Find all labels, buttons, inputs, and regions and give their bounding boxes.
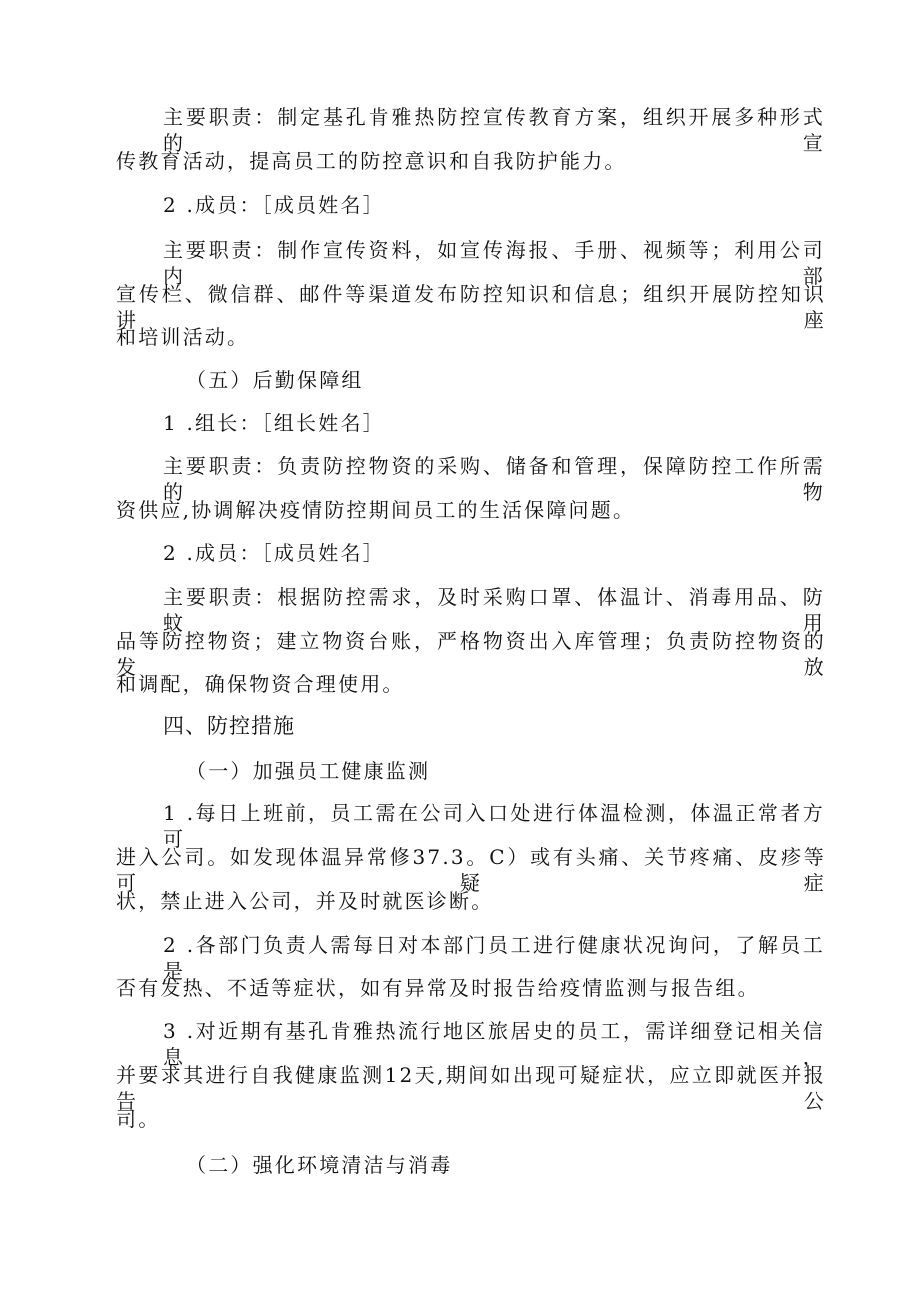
list-item: 3 .对近期有基孔肯雅热流行地区旅居史的员工，需详细登记相关信息， [163,1019,825,1069]
paragraph-line: 品等防控物资；建立物资台账，严格物资出入库管理；负责防控物资的发放 [116,629,826,679]
subsection-heading: （五）后勤保障组 [186,368,364,392]
paragraph-line: 否有发热、不适等症状，如有异常及时报告给疫情监测与报告组。 [116,976,760,1000]
subsection-heading: （一）加强员工健康监测 [186,759,431,783]
list-item-leader: 1 .组长：［组长姓名］ [163,411,385,435]
paragraph-line: 进入公司。如发现体温异常修37.3。C）或有头痛、关节疼痛、皮疹等可疑症 [116,845,826,895]
paragraph-line: 和调配，确保物资合理使用。 [116,672,405,696]
list-item: 2 .各部门负责人需每日对本部门员工进行健康状况询问，了解员工是 [163,933,825,983]
paragraph-line: 司。 [116,1107,161,1131]
paragraph-line: 主要职责：制定基孔肯雅热防控宣传教育方案，组织开展多种形式的宣 [163,105,825,155]
paragraph-line: 主要职责：根据防控需求，及时采购口罩、体温计、消毒用品、防蚊用 [163,585,825,635]
paragraph-line: 主要职责：制作宣传资料，如宣传海报、手册、视频等；利用公司内部 [163,238,825,288]
paragraph-line: 和培训活动。 [116,325,250,349]
subsection-heading: （二）强化环境清洁与消毒 [186,1153,453,1177]
paragraph-line: 并要求其进行自我健康监测12天,期间如出现可疑症状，应立即就医并报告公 [116,1063,826,1113]
list-item: 1 .每日上班前，员工需在公司入口处进行体温检测，体温正常者方可 [163,801,825,851]
paragraph-line: 宣传栏、微信群、邮件等渠道发布防控知识和信息；组织开展防控知识讲座 [116,282,826,332]
list-item-member: 2 .成员：［成员姓名］ [163,541,385,565]
section-heading: 四、防控措施 [163,714,295,738]
paragraph-line: 状，禁止进入公司，并及时就医诊断。 [116,889,494,913]
paragraph-line: 传教育活动，提高员工的防控意识和自我防护能力。 [116,149,627,173]
list-item-member: 2 .成员：［成员姓名］ [163,193,385,217]
paragraph-line: 资供应,协调解决疫情防控期间员工的生活保障问题。 [116,498,636,522]
paragraph-line: 主要职责：负责防控物资的采购、储备和管理，保障防控工作所需的物 [163,454,825,504]
